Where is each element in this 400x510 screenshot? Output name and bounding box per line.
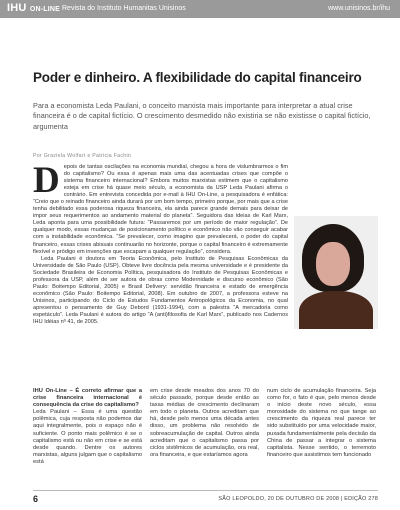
drop-cap: D (33, 160, 60, 201)
author-photo-container (294, 216, 378, 329)
portrait-photo-icon (294, 216, 378, 329)
logo-sub: ON-LINE (29, 6, 60, 13)
interview-columns (33, 388, 378, 466)
intro-paragraph: epois de tantas oscilações na economia mundial, chegou a hora de vislumbrarmos o fim do capitalismo? Ou essa é apenas mais uma das acentuadas crises que compõe o sistema financeiro internacional? Embora muitos marxistas estimem que o capitalismo esteja em crise há quase meio século, a economista da USP Leda Paulani afirma o contrário. Em entrevista concedida por e-mail à IHU On-Line, a pesquisadora é enfática: “Creio que o reinado financeiro ainda durará por um bom tempo, primeiro porque, por mais que a crise tenha debilitado essa poderosa riqueza financeira, ela ainda parece grande demais para deixar de impor seus requerimentos ao andamento material do planeta”. Seguidora das ideias de Karl Marx, Leda aponta para uma possibilidade futura: “Passaremos por um período de maior regulação”. De qualquer modo, essas mudanças de posicionamento político e econômico não vão conseguir acabar com a instabilidade econômica. “Se prevalecer, como imagino que prevalecerá, o poder do capital financeiro, essas crises abissais continuarão no horizonte, porque o capital financeiro é extremamente flexível e pródigo em invenções que escapam a qualquer regulação”, considera. (33, 164, 288, 255)
column-2: em crise desde meados dos anos 70 do século passado, porque desde então as taxas médias de crescimento declinaram em todo o planeta. Outros acreditam que há, desde pelo menos uma década antes disso, um problema não resolvido de sobreacumulação de capital. Outros ainda acreditam que o capitalismo passa por ciclos sistêmicos de acumulação, ora real, ora financeira, e que estaríamos agora (150, 388, 259, 458)
site-url[interactable]: www.unisinos.br/ihu (328, 5, 390, 12)
bio-paragraph: Leda Paulani é doutora em Teoria Econômica, pelo Instituto de Pesquisas Econômicas da Universidade de São Paulo (USP). Obteve livre docência pela mesma universidade e é presidente da Sociedade Brasileira de Economia Política, pesquisadora do Instituto de Pesquisas Econômicas e professora da USP, além de ser autora de obras como Modernidade e discurso econômico (São Paulo: Boitempo Editorial, 2005) e Brasil Delivery: servidão financeira e estado de emergência econômico (São Paulo: Boitempo Editorial, 2008). Em outubro de 2007, a professora esteve na Unisinos, participando do Ciclo de Estudos Fundamentos Antropológicos da Economia, no qual apresentou o pensamento de Guy Debord (1931-1994), com a palestra “A mercadoria como espetáculo”. Leda Paulani é autora do artigo “A (anti)filosofia de Karl Marx”, publicado nos Cadernos IHU Idéias nº 41, de 2005. (33, 255, 288, 326)
interview-question: IHU On-Line – É correto afirmar que a crise financeira internacional é consequência da crise do capitalismo? (33, 388, 142, 409)
article-title: Poder e dinheiro. A flexibilidade do capital financeiro (33, 70, 362, 85)
logo-main: IHU (7, 2, 27, 14)
magazine-name: Revista do Instituto Humanitas Unisinos (62, 5, 186, 12)
interview-answer: Leda Paulani – Essa é uma questão polêmica, cuja resposta não podemos dar aqui integralmente, pois o espaço não é suficiente. O ponto mais polêmico é se o capitalismo está ou não em crise e se está desde quando. Dentre os autores marxistas, alguns julgam que o capitalismo está (33, 409, 142, 465)
article-byline: Por Graziela Wolfart e Patricia Fachin (33, 153, 132, 159)
page-number: 6 (33, 494, 39, 504)
ihu-logo (7, 2, 60, 14)
column-3: num ciclo de acumulação financeira. Seja como for, o fato é que, pelo menos desde o início deste novo século, essa morosidade do sistema no que tange ao crescimento da riqueza real parece ter sido substituído por uma velocidade maior, puxada fundamentalmente pela decisão da China de passar a integrar o sistema capitalista. Nesse sentido, o terremoto financeiro que assistimos tem funcionado (267, 388, 376, 458)
article-body (33, 160, 378, 329)
edition-info: SÃO LEOPOLDO, 20 DE OUTUBRO DE 2008 | EDIÇÃO 278 (218, 496, 378, 502)
column-1 (33, 388, 142, 466)
article-lead: Para a economista Leda Paulani, o conceito marxista mais importante para interpretar a atual crise financeira é o de capital fictício. O crescimento desmedido não existiria se não existisse o capital fictício, argumenta (33, 101, 371, 131)
footer-divider (33, 490, 378, 491)
page-header (0, 0, 400, 18)
